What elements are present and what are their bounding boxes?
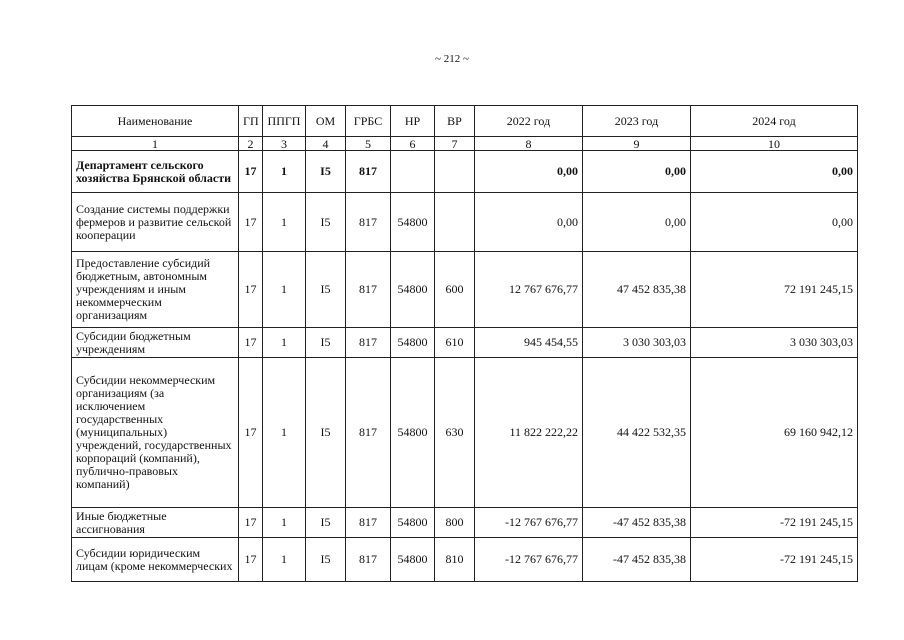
row-ppgp: 1 <box>263 358 306 508</box>
column-index: 10 <box>691 137 858 151</box>
column-index: 8 <box>475 137 583 151</box>
column-header-ppgp: ППГП <box>263 106 306 137</box>
table-row <box>72 358 858 508</box>
row-om: I5 <box>306 358 346 508</box>
column-header-om: ОМ <box>306 106 346 137</box>
row-gp: 17 <box>239 508 263 538</box>
row-om: I5 <box>306 252 346 328</box>
row-ppgp: 1 <box>263 508 306 538</box>
row-nr: 54800 <box>391 508 435 538</box>
row-om: I5 <box>306 508 346 538</box>
row-2022: 0,00 <box>475 193 583 252</box>
row-nr: 54800 <box>391 358 435 508</box>
row-name: Субсидии некоммерческим организациям (за исключением государственных (муниципальных) учреждений, государственных корпораций (компаний), публично-правовых компаний) <box>72 358 239 508</box>
row-name: Иные бюджетные ассигнования <box>72 508 239 538</box>
table-row <box>72 328 858 358</box>
table-row <box>72 538 858 582</box>
row-2023: 0,00 <box>583 193 691 252</box>
page-number: ~ 212 ~ <box>435 53 469 65</box>
row-2022: 11 822 222,22 <box>475 358 583 508</box>
row-2022: -12 767 676,77 <box>475 538 583 582</box>
row-name: Предоставление субсидий бюджетным, автономным учреждениям и иным некоммерческим организациям <box>72 252 239 328</box>
column-index: 3 <box>263 137 306 151</box>
column-index-row <box>72 137 858 151</box>
row-2023: -47 452 835,38 <box>583 508 691 538</box>
table-row <box>72 252 858 328</box>
row-nr: 54800 <box>391 328 435 358</box>
row-vr: 810 <box>435 538 475 582</box>
column-header-nr: НР <box>391 106 435 137</box>
row-gp: 17 <box>239 358 263 508</box>
row-name: Создание системы поддержки фермеров и развитие сельской кооперации <box>72 193 239 252</box>
row-ppgp: 1 <box>263 328 306 358</box>
row-grbs: 817 <box>346 252 391 328</box>
row-2022: 945 454,55 <box>475 328 583 358</box>
row-name: Департамент сельского хозяйства Брянской области <box>72 151 239 193</box>
row-2024: 69 160 942,12 <box>691 358 858 508</box>
row-gp: 17 <box>239 538 263 582</box>
row-gp: 17 <box>239 193 263 252</box>
column-header-grbs: ГРБС <box>346 106 391 137</box>
row-nr: 54800 <box>391 193 435 252</box>
column-header-gp: ГП <box>239 106 263 137</box>
row-ppgp: 1 <box>263 252 306 328</box>
column-header-vr: ВР <box>435 106 475 137</box>
row-2024: 0,00 <box>691 193 858 252</box>
column-header-name: Наименование <box>72 106 239 137</box>
column-index: 9 <box>583 137 691 151</box>
row-vr: 800 <box>435 508 475 538</box>
row-2024: -72 191 245,15 <box>691 538 858 582</box>
row-om: I5 <box>306 538 346 582</box>
budget-table <box>71 105 858 582</box>
row-om: I5 <box>306 151 346 193</box>
row-2024: 3 030 303,03 <box>691 328 858 358</box>
row-nr <box>391 151 435 193</box>
row-vr <box>435 151 475 193</box>
table-row <box>72 193 858 252</box>
row-2023: 44 422 532,35 <box>583 358 691 508</box>
row-nr: 54800 <box>391 252 435 328</box>
row-name: Субсидии юридическим лицам (кроме некоммерческих <box>72 538 239 582</box>
row-vr <box>435 193 475 252</box>
row-2022: 0,00 <box>475 151 583 193</box>
row-nr: 54800 <box>391 538 435 582</box>
row-2022: -12 767 676,77 <box>475 508 583 538</box>
row-ppgp: 1 <box>263 193 306 252</box>
row-grbs: 817 <box>346 358 391 508</box>
row-vr: 610 <box>435 328 475 358</box>
row-om: I5 <box>306 328 346 358</box>
row-om: I5 <box>306 193 346 252</box>
row-gp: 17 <box>239 328 263 358</box>
row-2023: -47 452 835,38 <box>583 538 691 582</box>
row-grbs: 817 <box>346 538 391 582</box>
column-header-2024: 2024 год <box>691 106 858 137</box>
column-index: 7 <box>435 137 475 151</box>
column-index: 5 <box>346 137 391 151</box>
column-index: 6 <box>391 137 435 151</box>
row-vr: 600 <box>435 252 475 328</box>
row-gp: 17 <box>239 151 263 193</box>
row-name: Субсидии бюджетным учреждениям <box>72 328 239 358</box>
column-index: 1 <box>72 137 239 151</box>
column-index: 2 <box>239 137 263 151</box>
row-2024: 72 191 245,15 <box>691 252 858 328</box>
row-2024: -72 191 245,15 <box>691 508 858 538</box>
row-grbs: 817 <box>346 193 391 252</box>
row-grbs: 817 <box>346 151 391 193</box>
table-header-row <box>72 106 858 137</box>
row-gp: 17 <box>239 252 263 328</box>
column-header-2023: 2023 год <box>583 106 691 137</box>
table-body <box>72 151 858 582</box>
row-2022: 12 767 676,77 <box>475 252 583 328</box>
row-2023: 3 030 303,03 <box>583 328 691 358</box>
column-header-2022: 2022 год <box>475 106 583 137</box>
table-row <box>72 508 858 538</box>
row-2024: 0,00 <box>691 151 858 193</box>
table-row <box>72 151 858 193</box>
row-2023: 47 452 835,38 <box>583 252 691 328</box>
column-index: 4 <box>306 137 346 151</box>
row-ppgp: 1 <box>263 538 306 582</box>
row-ppgp: 1 <box>263 151 306 193</box>
row-2023: 0,00 <box>583 151 691 193</box>
row-grbs: 817 <box>346 328 391 358</box>
row-vr: 630 <box>435 358 475 508</box>
row-grbs: 817 <box>346 508 391 538</box>
